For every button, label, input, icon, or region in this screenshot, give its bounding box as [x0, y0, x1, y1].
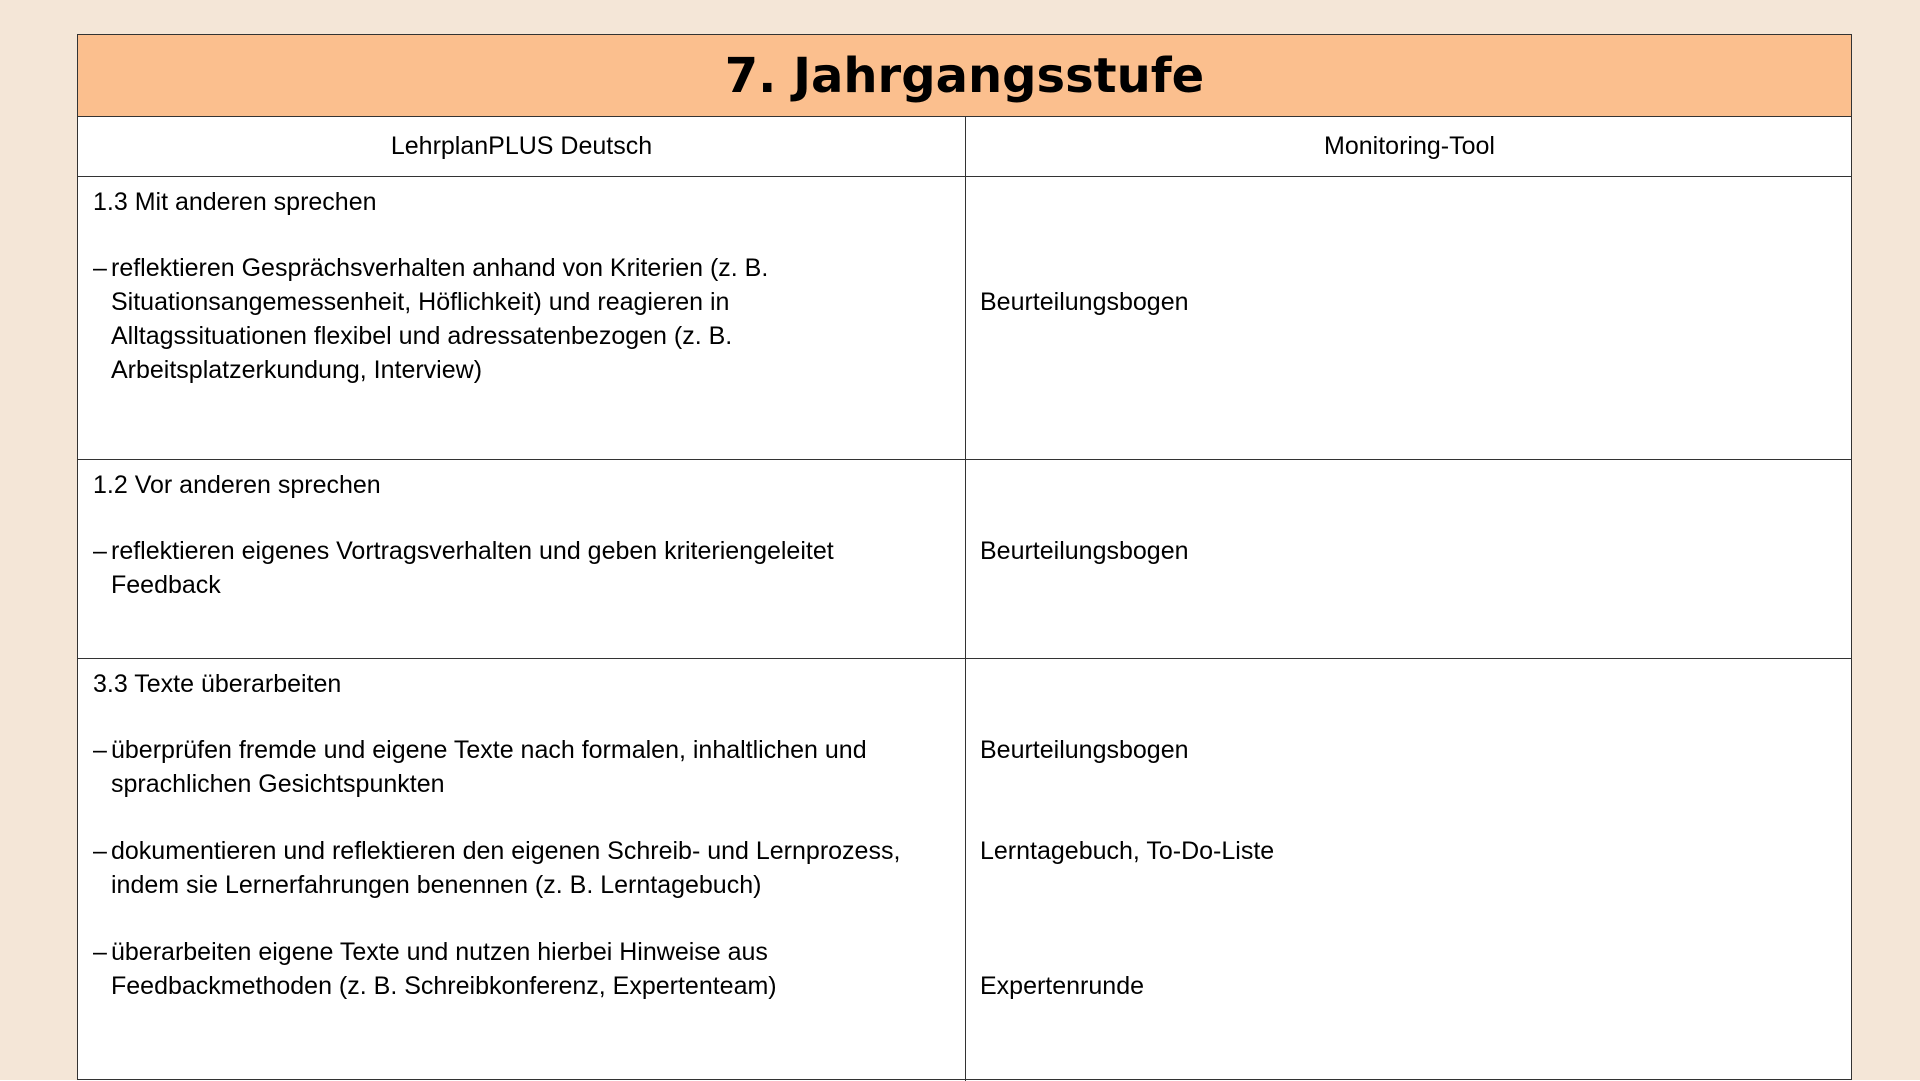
page-title: 7. Jahrgangsstufe [724, 47, 1205, 104]
competency-text: dokumentieren und reflektieren den eigenen Schreib- und Lernprozess, indem sie Lernerfahrungen benennen (z. B. Lerntagebuch) [111, 837, 901, 899]
section-heading: 3.3 Texte überarbeiten [93, 670, 342, 698]
header-monitoring: Monitoring-Tool [1324, 132, 1495, 160]
monitoring-tool: Lerntagebuch, To-Do-Liste [980, 837, 1275, 865]
competency-text: reflektieren Gesprächsverhalten anhand von Kriterien (z. B. Situationsangemessenheit, Höflichkeit) und reagieren in Alltagssituationen flexibel und adressatenbezogen (z. B. Arbeitsplatzerkundung, Interview) [111, 254, 769, 384]
monitoring-tool: Beurteilungsbogen [980, 537, 1189, 565]
table-row [78, 659, 1851, 1081]
monitoring-tool: Beurteilungsbogen [980, 736, 1189, 764]
list-item [93, 834, 953, 902]
list-item [93, 534, 953, 602]
header-lehrplan: LehrplanPLUS Deutsch [390, 132, 653, 160]
table-row [78, 177, 1851, 460]
table-row [78, 460, 1851, 659]
list-item [93, 935, 953, 1003]
dash-marker: – [93, 537, 107, 565]
section-heading: 1.2 Vor anderen sprechen [93, 471, 381, 499]
competency-text: reflektieren eigenes Vortragsverhalten und geben kriteriengeleitet Feedback [111, 537, 834, 599]
dash-marker: – [93, 837, 107, 865]
dash-marker: – [93, 938, 107, 966]
section-heading: 1.3 Mit anderen sprechen [93, 188, 377, 216]
list-item [93, 733, 953, 801]
curriculum-table [77, 34, 1852, 1080]
monitoring-tool: Beurteilungsbogen [980, 288, 1189, 316]
monitoring-tool: Expertenrunde [980, 972, 1145, 1000]
title-bar [78, 35, 1851, 117]
header-row [78, 117, 1851, 177]
dash-marker: – [93, 736, 107, 764]
competency-text: überarbeiten eigene Texte und nutzen hierbei Hinweise aus Feedbackmethoden (z. B. Schreibkonferenz, Expertenteam) [111, 938, 777, 1000]
list-item [93, 251, 953, 387]
dash-marker: – [93, 254, 107, 282]
competency-text: überprüfen fremde und eigene Texte nach formalen, inhaltlichen und sprachlichen Gesichtspunkten [111, 736, 867, 798]
